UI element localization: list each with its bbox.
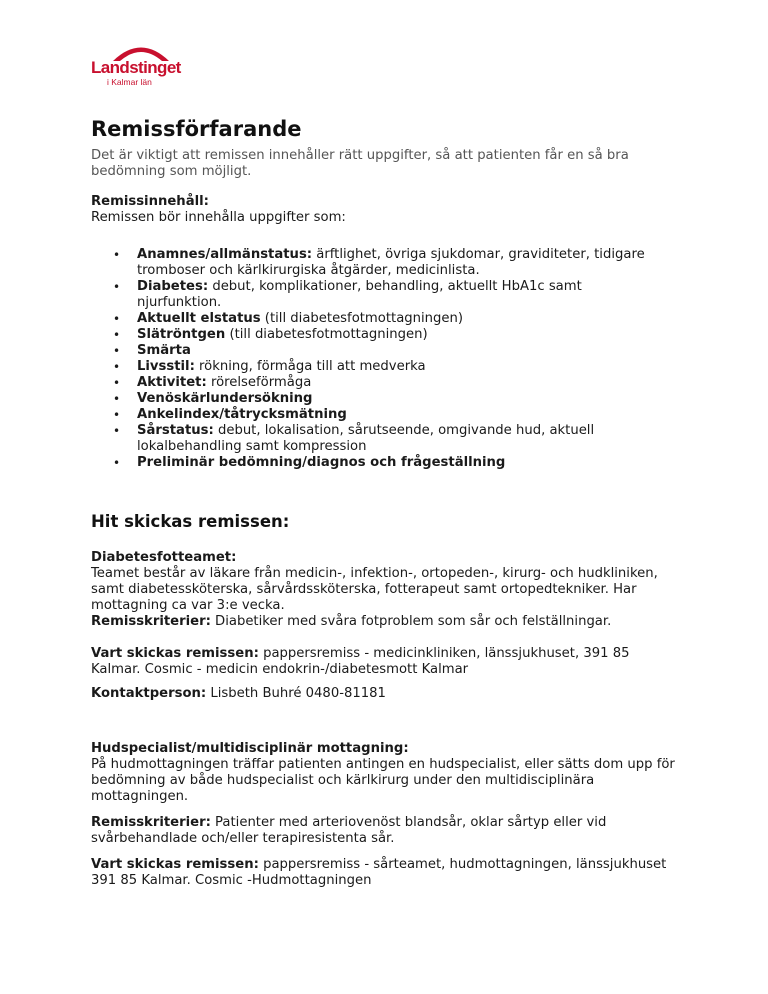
list-item: • Aktuellt elstatus (till diabetesfotmottagningen) [91,311,651,327]
diabetes-contact: Kontaktperson: Lisbeth Buhré 0480-81181 [91,686,386,701]
list-item: • Anamnes/allmänstatus: ärftlighet, övriga sjukdomar, graviditeter, tidigare tromboser och kärlkirurgiska åtgärder, medicinlista. [91,247,651,279]
diabetes-criteria: Remisskriterier: Diabetiker med svåra fotproblem som sår och felställningar. [91,614,612,629]
requirements-list [91,247,651,471]
hud-criteria: Remisskriterier: Patienter med arteriovenöst blandsår, oklar sårtyp eller vid svårbehandlade och/eller terapiresistenta sår. [91,815,607,846]
hud-send-info: Vart skickas remissen: pappersremiss - sårteamet, hudmottagningen, länssjukhuset 391 85 Kalmar. Cosmic -Hudmottagningen [91,857,667,888]
list-item: • Preliminär bedömning/diagnos och frågeställning [91,455,651,471]
list-item: • Ankelindex/tåtrycksmätning [91,407,651,423]
intro-text: Det är viktigt att remissen innehåller rätt uppgifter, så att patienten får en så bra bedömning som möjligt. [91,148,629,179]
section-heading: Hit skickas remissen: [91,512,290,531]
diabetes-send-info: Vart skickas remissen: pappersremiss - medicinkliniken, länssjukhuset, 391 85 Kalmar. Cosmic - medicin endokrin-/diabetesmott Kalmar [91,646,630,677]
list-item: • Diabetes: debut, komplikationer, behandling, aktuellt HbA1c samt njurfunktion. [91,279,651,311]
remissinnehall-section [91,194,681,226]
list-item: • Smärta [91,343,651,359]
page-title: Remissförfarande [91,117,302,141]
remissinnehall-lead: Remissen bör innehålla uppgifter som: [91,210,346,225]
list-item: • Livsstil: rökning, förmåga till att medverka [91,359,651,375]
logo-name: Landstinget [91,58,181,77]
hud-heading: Hudspecialist/multidisciplinär mottagning: [91,741,409,756]
remissinnehall-heading: Remissinnehåll: [91,194,209,209]
diabetes-team-section [91,550,681,630]
list-item: • Aktivitet: rörelseförmåga [91,375,651,391]
logo-subtitle: i Kalmar län [107,77,152,87]
landstinget-logo [91,40,191,92]
list-item: • Slätröntgen (till diabetesfotmottagningen) [91,327,651,343]
hud-section [91,741,681,805]
hud-description: På hudmottagningen träffar patienten antingen en hudspecialist, eller sätts dom upp för bedömning av både hudspecialist och kärlkirurg under den multidisciplinära mottagningen. [91,757,675,804]
diabetes-team-description: Teamet består av läkare från medicin-, infektion-, ortopeden-, kirurg- och hudkliniken, samt diabetessköterska, sårvårdssköterska, fotterapeut samt ortopedtekniker. Har mottagning ca var 3:e vecka. [91,566,658,613]
diabetes-team-heading: Diabetesfotteamet: [91,550,237,565]
list-item: • Venöskärlundersökning [91,391,651,407]
list-item: • Sårstatus: debut, lokalisation, sårutseende, omgivande hud, aktuell lokalbehandling samt kompression [91,423,651,455]
